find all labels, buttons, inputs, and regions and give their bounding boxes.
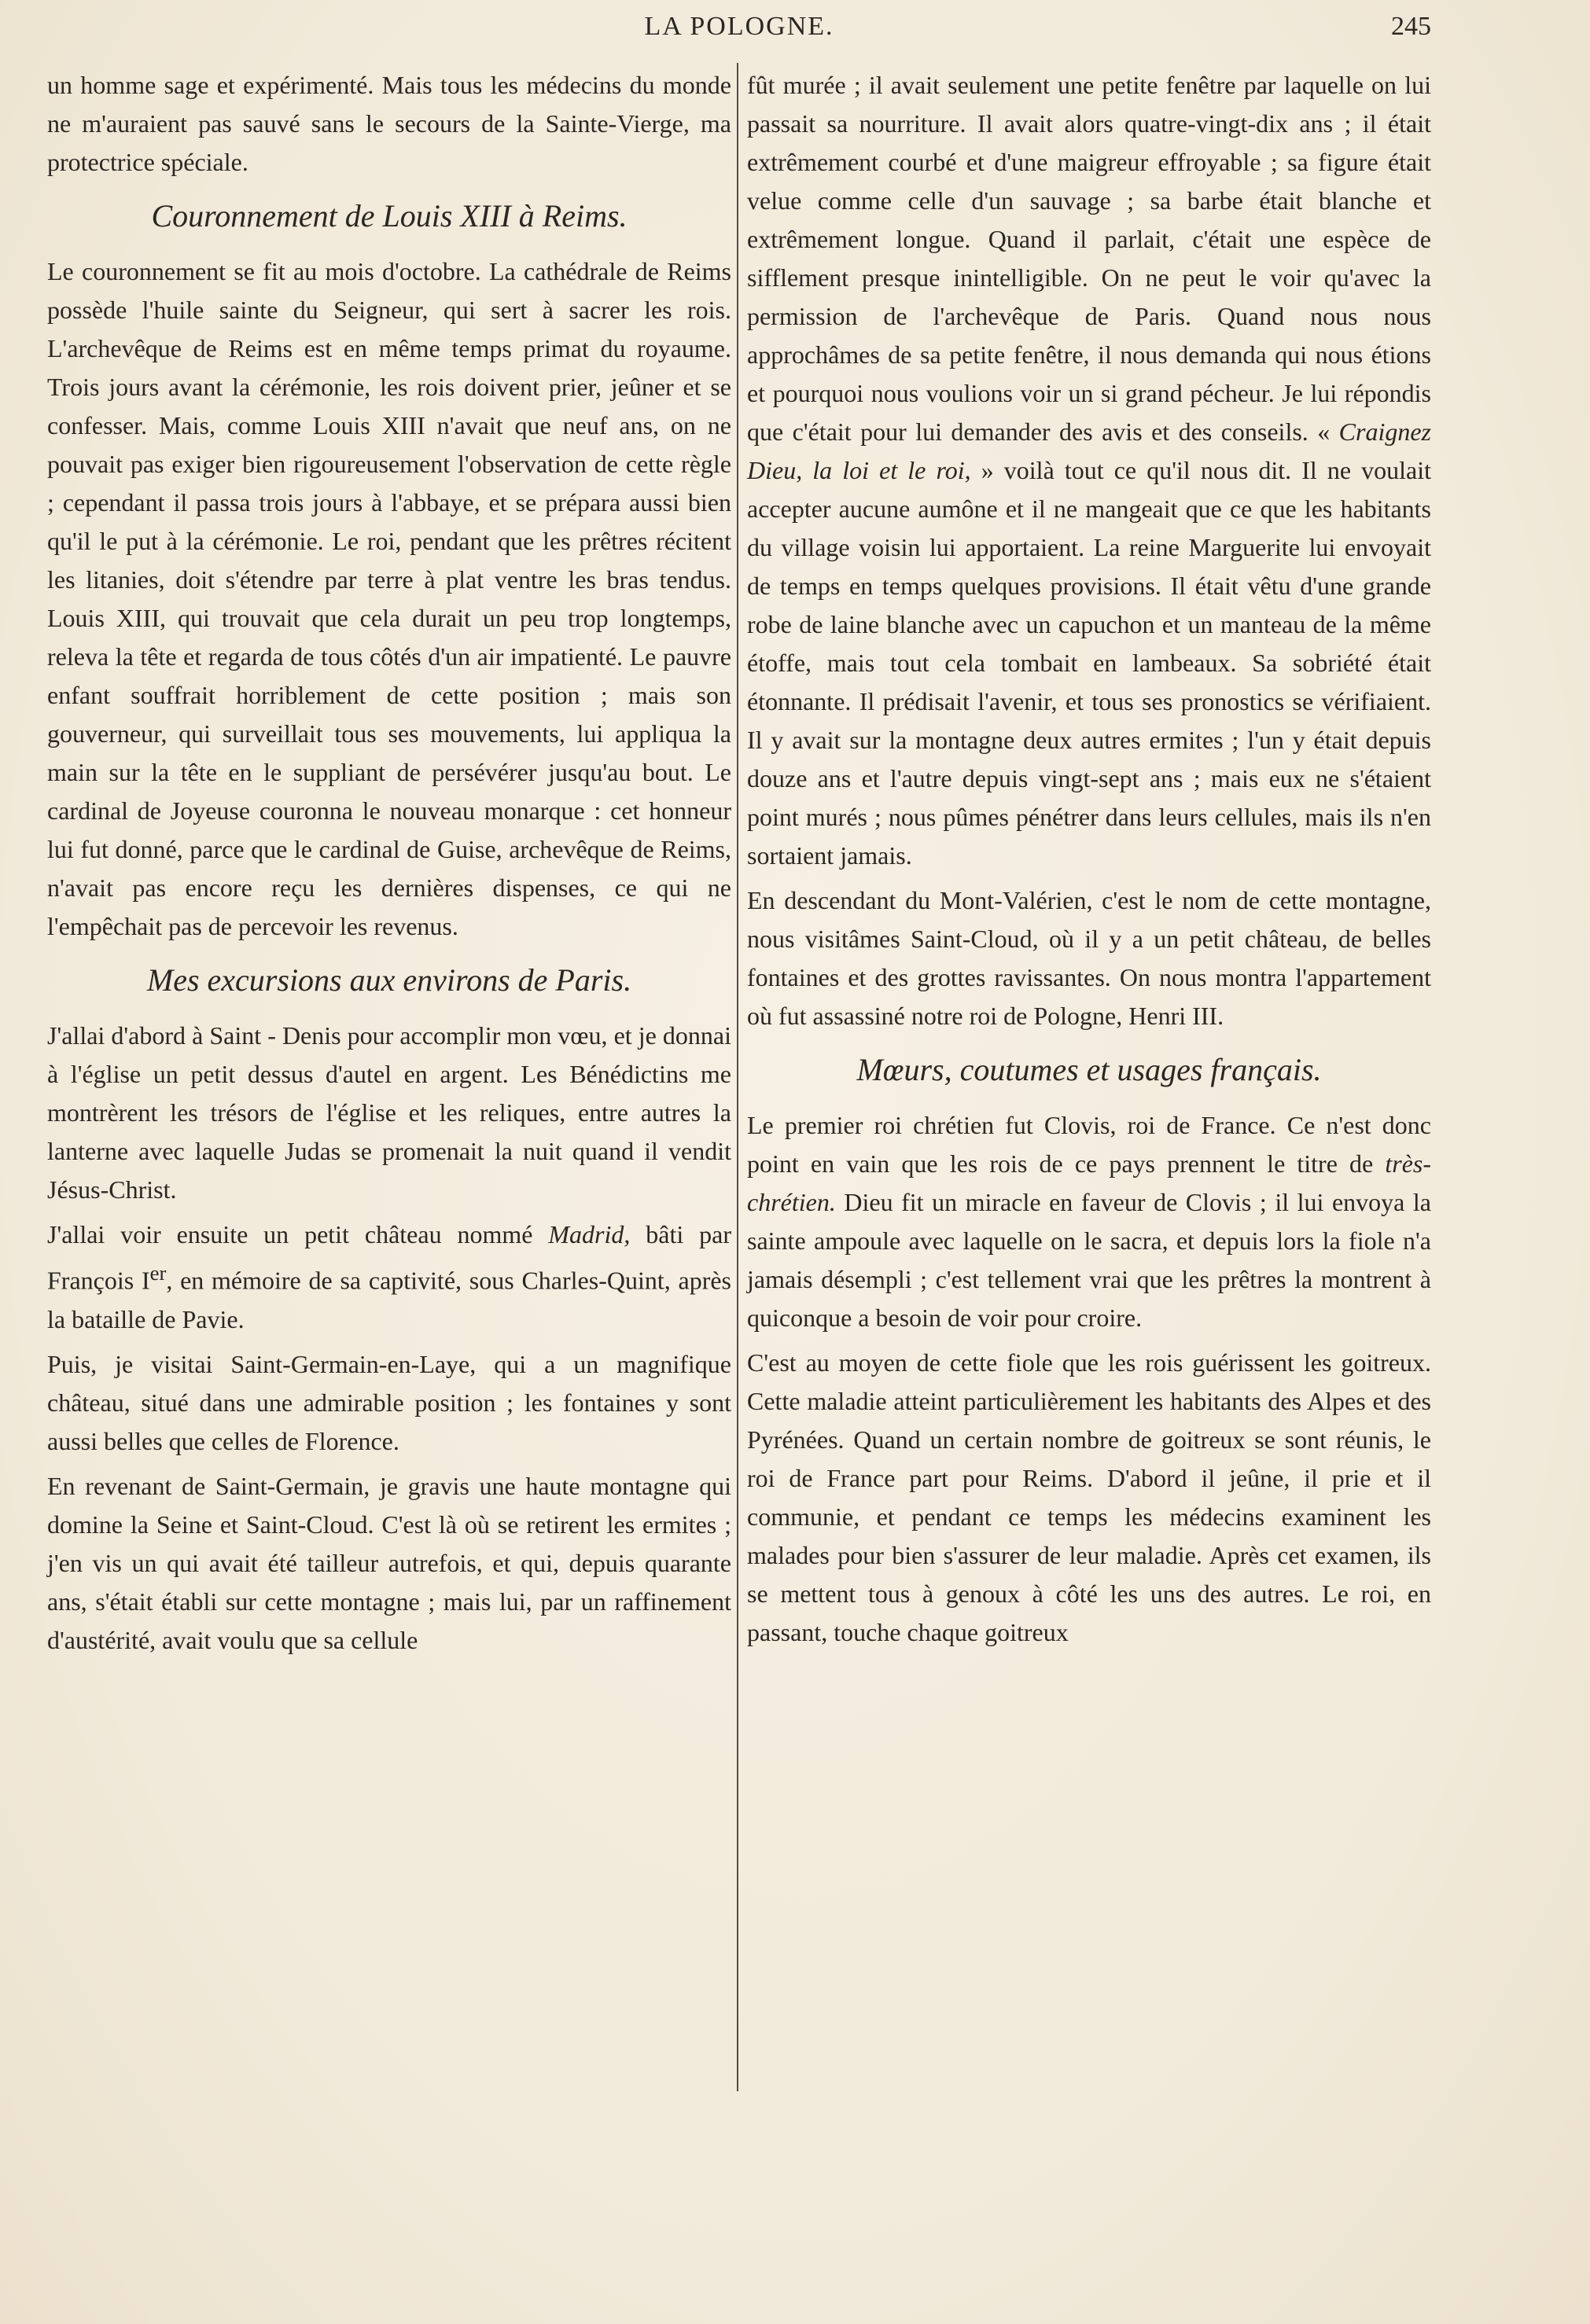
- paragraph: Le couronnement se fit au mois d'octobre. La cathédrale de Reims possède l'huile sainte du Seigneur, qui sert à sacrer les rois. L'archevêque de Reims est en même temps primat du royaume. Trois jours avant la cérémonie, les rois doivent prier, jeûner et se confesser. Mais, comme Louis XIII n'avait que neuf ans, on ne pouvait pas exiger bien rigoureusement l'observation de cette règle ; cependant il passa trois jours à l'abbaye, et se prépara aussi bien qu'il le put à la cérémonie. Le roi, pendant que les prêtres récitent les litanies, doit s'étendre par terre à plat ventre les bras tendus. Louis XIII, qui trouvait que cela durait un peu trop longtemps, releva la tête et regarda de tous côtés d'un air impatienté. Le pauvre enfant souffrait horriblement de cette position ; mais son gouverneur, qui surveillait tous ses mouvements, lui appliqua la main sur la tête en le suppliant de persévérer jusqu'au bout. Le cardinal de Joyeuse couronna le nouveau monarque : cet honneur lui fut donné, parce que le cardinal de Guise, archevêque de Reims, n'avait pas encore reçu les dernières dispenses, ce qui ne l'empêchait pas de percevoir les revenus.: [47, 257, 731, 940]
- section-heading: Couronnement de Louis XIII à Reims.: [151, 198, 628, 234]
- italic-text: très-chrétien.: [747, 1149, 1431, 1216]
- superscript: er: [149, 1261, 167, 1285]
- section-heading: Mes excursions aux environs de Paris.: [146, 962, 632, 998]
- paragraph: En revenant de Saint-Germain, je gravis une haute montagne qui domine la Seine et Saint-Cloud. C'est là où se retirent les ermites ; j'en vis un qui avait été tailleur autrefois, et qui, depuis quarante ans, s'était établi sur cette montagne ; mais lui, par un raffinement d'austérité, avait voulu que sa cellule: [47, 1471, 731, 1654]
- paragraph: un homme sage et expérimenté. Mais tous les médecins du monde ne m'auraient pas sauvé sans le secours de la Sainte-Vierge, ma protectrice spéciale.: [47, 71, 731, 176]
- running-title: LA POLOGNE.: [644, 12, 834, 41]
- text-run: Dieu fit un miracle en faveur de Clovis ; il lui envoya la sainte ampoule avec laquelle on le sacra, et depuis lors la fiole n'a jamais désempli ; c'est tellement vrai que les prêtres la montrent à quiconque a besoin de voir pour croire.: [747, 1188, 1431, 1332]
- italic-text: Madrid,: [548, 1220, 631, 1248]
- text-run: , en mémoire de sa captivité, sous Charles-Quint, après la bataille de Pavie.: [47, 1266, 732, 1333]
- page-number: 245: [1391, 12, 1431, 41]
- text-run: bâti par François I: [47, 1220, 732, 1295]
- text-run: J'allai voir ensuite un petit château nommé: [47, 1220, 549, 1248]
- left-column: [47, 66, 731, 1666]
- text-run: Le premier roi chrétien fut Clovis, roi de France. Ce n'est donc point en vain que les rois de ce pays prennent le titre de: [747, 1111, 1431, 1178]
- paragraph: C'est au moyen de cette fiole que les rois guérissent les goitreux. Cette maladie atteint particulièrement les habitants des Alpes et des Pyrénées. Quand un certain nombre de goitreux se sont réunis, le roi de France part pour Reims. D'abord il jeûne, il prie et il communie, et pendant ce temps les médecins examinent les malades pour bien s'assurer de leur maladie. Après cet examen, ils se mettent tous à genoux à côté les uns des autres. Le roi, en passant, touche chaque goitreux: [747, 1348, 1431, 1646]
- italic-text: Craignez Dieu, la loi et le roi,: [747, 417, 1431, 484]
- section-heading: Mœurs, coutumes et usages français.: [856, 1052, 1322, 1087]
- paragraph: J'allai d'abord à Saint - Denis pour accomplir mon vœu, et je donnai à l'église un petit dessus d'autel en argent. Les Bénédictins me montrèrent les trésors de l'église et les reliques, entre autres la lanterne avec laquelle Judas se promenait la nuit quand il vendit Jésus-Christ.: [47, 1021, 731, 1204]
- running-head: [47, 8, 1431, 46]
- paragraph: [747, 66, 1431, 875]
- paragraph: [47, 1215, 731, 1339]
- right-column: [747, 66, 1431, 1658]
- paragraph: [747, 1106, 1431, 1337]
- text-run: » voilà tout ce qu'il nous dit. Il ne voulait accepter aucune aumône et il ne mangeait que ce que les habitants du village voisin lui apportaient. La reine Marguerite lui envoyait de temps en temps quelques provisions. Il était vêtu d'une grande robe de laine blanche avec un capuchon et un manteau de la même étoffe, mais tout cela tombait en lambeaux. Sa sobriété était étonnante. Il prédisait l'avenir, et tous ses pronostics se vérifiaient. Il y avait sur la montagne deux autres ermites ; l'un y était depuis douze ans et l'autre depuis vingt-sept ans ; mais eux ne s'étaient point murés ; nous pûmes pénétrer dans leurs cellules, mais ils n'en sortaient jamais.: [747, 456, 1432, 870]
- paragraph: Puis, je visitai Saint-Germain-en-Laye, qui a un magnifique château, situé dans une admirable position ; les fontaines y sont aussi belles que celles de Florence.: [47, 1349, 731, 1455]
- paragraph: En descendant du Mont-Valérien, c'est le nom de cette montagne, nous visitâmes Saint-Cloud, où il y a un petit château, de belles fontaines et des grottes ravissantes. On nous montra l'appartement où fut assassiné notre roi de Pologne, Henri III.: [747, 886, 1431, 1030]
- column-divider: [737, 63, 738, 2091]
- text-run: fût murée ; il avait seulement une petite fenêtre par laquelle on lui passait sa nourriture. Il avait alors quatre-vingt-dix ans ; il était extrêmement courbé et d'une maigreur effroyable ; sa figure était velue comme celle d'un sauvage ; sa barbe était blanche et extrêmement longue. Quand il parlait, c'était une espèce de sifflement presque inintelligible. On ne peut le voir qu'avec la permission de l'archevêque de Paris. Quand nous nous approchâmes de sa petite fenêtre, il nous demanda qui nous étions et pourquoi nous voulions voir un si grand pécheur. Je lui répondis que c'était pour lui demander des avis et des conseils. «: [747, 71, 1431, 446]
